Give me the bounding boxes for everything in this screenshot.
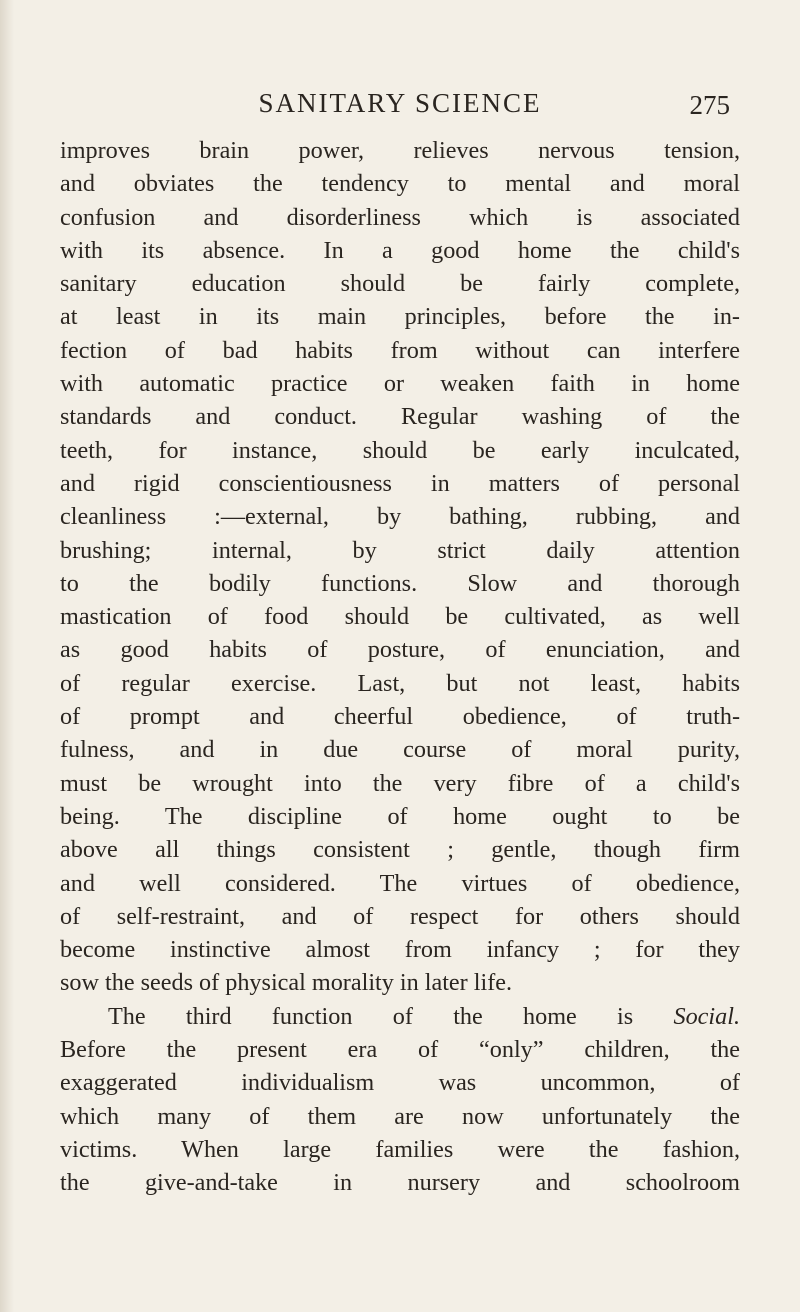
text-line: teeth, for instance, should be early inculcated, xyxy=(60,436,740,464)
text-line: and obviates the tendency to mental and moral xyxy=(60,170,740,198)
text-line: at least in its main principles, before the in- xyxy=(60,303,740,331)
text-line: become instinctive almost from infancy ; for they xyxy=(60,936,740,964)
text-line: cleanliness :—external, by bathing, rubbing, and xyxy=(60,503,740,531)
text-line: confusion and disorderliness which is associated xyxy=(60,203,740,231)
text-line: and rigid conscientiousness in matters of personal xyxy=(60,469,740,497)
text-line: with its absence. In a good home the child's xyxy=(60,236,740,264)
page-number: 275 xyxy=(689,90,730,120)
text-line: sow the seeds of physical morality in later life. xyxy=(60,969,513,997)
text-line: fection of bad habits from without can interfere xyxy=(60,336,740,364)
text-line: fulness, and in due course of moral purity, xyxy=(60,736,740,764)
page-edge-shadow xyxy=(0,0,14,1312)
running-title: SANITARY SCIENCE xyxy=(258,88,542,118)
text-line: brushing; internal, by strict daily attention xyxy=(60,536,740,564)
text-line: and well considered. The virtues of obedience, xyxy=(60,869,740,897)
running-head xyxy=(60,84,740,124)
text-line: as good habits of posture, of enunciation, and xyxy=(60,636,740,664)
text-line: of prompt and cheerful obedience, of truth- xyxy=(60,703,740,731)
text-line: improves brain power, relieves nervous tension, xyxy=(60,137,740,164)
text-line: Before the present era of “only” children, the xyxy=(60,1036,740,1064)
text-line: which many of them are now unfortunately the xyxy=(60,1102,740,1130)
paragraph-start-line: The third function of the home is Social. xyxy=(108,1002,740,1030)
text-line: victims. When large families were the fashion, xyxy=(60,1135,740,1163)
body-text xyxy=(60,134,740,1200)
text-line: standards and conduct. Regular washing of the xyxy=(60,403,740,431)
text-line: of regular exercise. Last, but not least, habits xyxy=(60,669,740,697)
text-line: of self-restraint, and of respect for others should xyxy=(60,902,740,930)
text-line: above all things consistent ; gentle, though firm xyxy=(60,836,740,864)
text-line: the give-and-take in nursery and schoolroom xyxy=(60,1169,740,1197)
text-line: with automatic practice or weaken faith in home xyxy=(60,370,740,398)
text-line: sanitary education should be fairly complete, xyxy=(60,270,740,298)
text-line: exaggerated individualism was uncommon, of xyxy=(60,1069,740,1097)
text-line: must be wrought into the very fibre of a child's xyxy=(60,769,740,797)
text-line: being. The discipline of home ought to be xyxy=(60,802,740,830)
text-line: mastication of food should be cultivated, as well xyxy=(60,603,740,631)
text-line: to the bodily functions. Slow and thorough xyxy=(60,569,740,597)
